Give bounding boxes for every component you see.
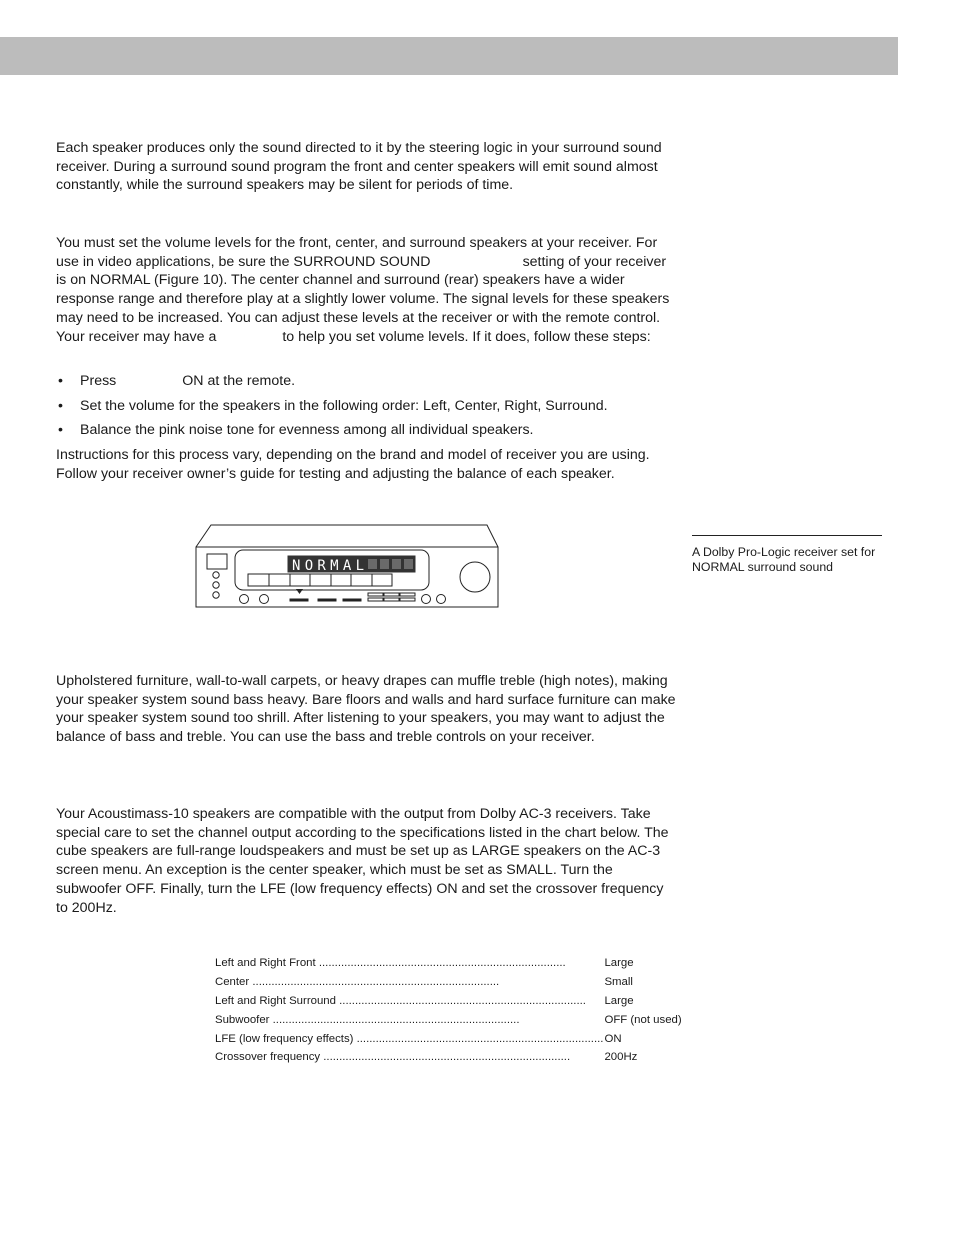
list-item: • Balance the pink noise tone for evenness among all individual speakers. [56,421,676,440]
step-1-text-b: ON at the remote. [182,373,296,389]
setting-label: LFE (low frequency effects) .............................................................................. [215,1032,604,1045]
volume-text-2: setting of your receiver is on NORMAL (Figure 10). The center channel and surround (rear) speakers have a wider response range and therefore play at a slightly lower volume. The signal levels for these speakers may need to be increased. You can adjust these levels at the receiver or with the remote control. Your receiver may have a [56,253,670,345]
table-row [215,992,682,1011]
indicator-light [213,572,219,578]
volume-paragraph [56,234,676,346]
step-1-text-a: Press [80,373,117,389]
header-bar [0,37,898,75]
control-button [437,595,446,604]
setting-label: Left and Right Front .............................................................................. [215,957,566,970]
display-text: NORMAL [292,558,364,574]
volume-text-1: You must set the volume levels for the front, center, and surround speakers at your receiver. For use in video applications, be sure the SURROUND SOUND [56,235,658,270]
intro-paragraph: Each speaker produces only the sound directed to it by the steering logic in your surround sound receiver. During a surround sound program the front and center speakers will emit sound almost constantly, while the surround speakers may be silent for periods of time. [56,140,662,194]
setting-value: Large [604,994,634,1007]
volume-text-3: to help you set volume levels. If it does, follow these steps: [282,328,651,345]
control-button [240,595,249,604]
small-buttons [368,593,415,601]
instructions-paragraph: Instructions for this process vary, depending on the brand and model of receiver you are using. Follow your receiver owner’s guide for testing and adjusting the balance of each speaker. [56,447,650,482]
list-item: • Set the volume for the speakers in the following order: Left, Center, Right, Surround. [56,397,676,416]
table-row [215,973,682,992]
ac3-paragraph: Your Acoustimass-10 speakers are compatible with the output from Dolby AC-3 receivers. Take special care to set the channel output according to the specifications listed in the chart below. The cube speakers are full-range loudspeakers and must be set up as LARGE speakers on the AC-3 screen menu. An exception is the center speaker, which must be set as SMALL. Turn the subwoofer OFF. Finally, turn the LFE (low frequency effects) ON and set the crossover frequency to 200Hz. [56,806,669,916]
table-row [215,1029,682,1048]
slider-bar [318,599,336,601]
speaker-settings-table [215,954,682,1067]
steps-list [56,372,676,446]
receiver-top [196,525,498,547]
list-item [56,372,676,391]
control-button [260,595,269,604]
tone-paragraph: Upholstered furniture, wall-to-wall carpets, or heavy drapes can muffle treble (high notes), making your speaker system sound bass heavy. Bare floors and walls and hard surface furniture can make your speaker system sound too shrill. After listening to your speakers, you may want to adjust the balance of bass and treble. You can use the bass and treble controls on your receiver. [56,673,676,746]
control-button [422,595,431,604]
setting-label: Center .............................................................................. [215,976,500,989]
setting-value: Large [604,957,634,970]
table-row [215,954,682,973]
setting-label: Crossover frequency .............................................................................. [215,1051,571,1064]
slider-bar [290,599,308,601]
setting-value: OFF (not used) [604,1013,682,1026]
indicator-light [213,592,219,598]
setting-label: Left and Right Surround .............................................................................. [215,994,586,1007]
setting-value: Small [604,976,633,989]
table-row [215,1048,682,1067]
caption-rule [692,535,882,536]
figure-caption: A Dolby Pro-Logic receiver set for NORMAL surround sound [692,545,876,574]
mode-buttons [248,574,392,586]
power-button [207,554,227,569]
volume-knob [460,562,490,592]
setting-label: Subwoofer .............................................................................. [215,1013,520,1026]
table-row [215,1010,682,1029]
setting-value: ON [604,1032,622,1045]
indicator-light [213,582,219,588]
receiver-illustration [192,522,502,610]
setting-value: 200Hz [604,1051,638,1064]
slider-bar [343,599,361,601]
arrow-down-icon [296,589,303,594]
